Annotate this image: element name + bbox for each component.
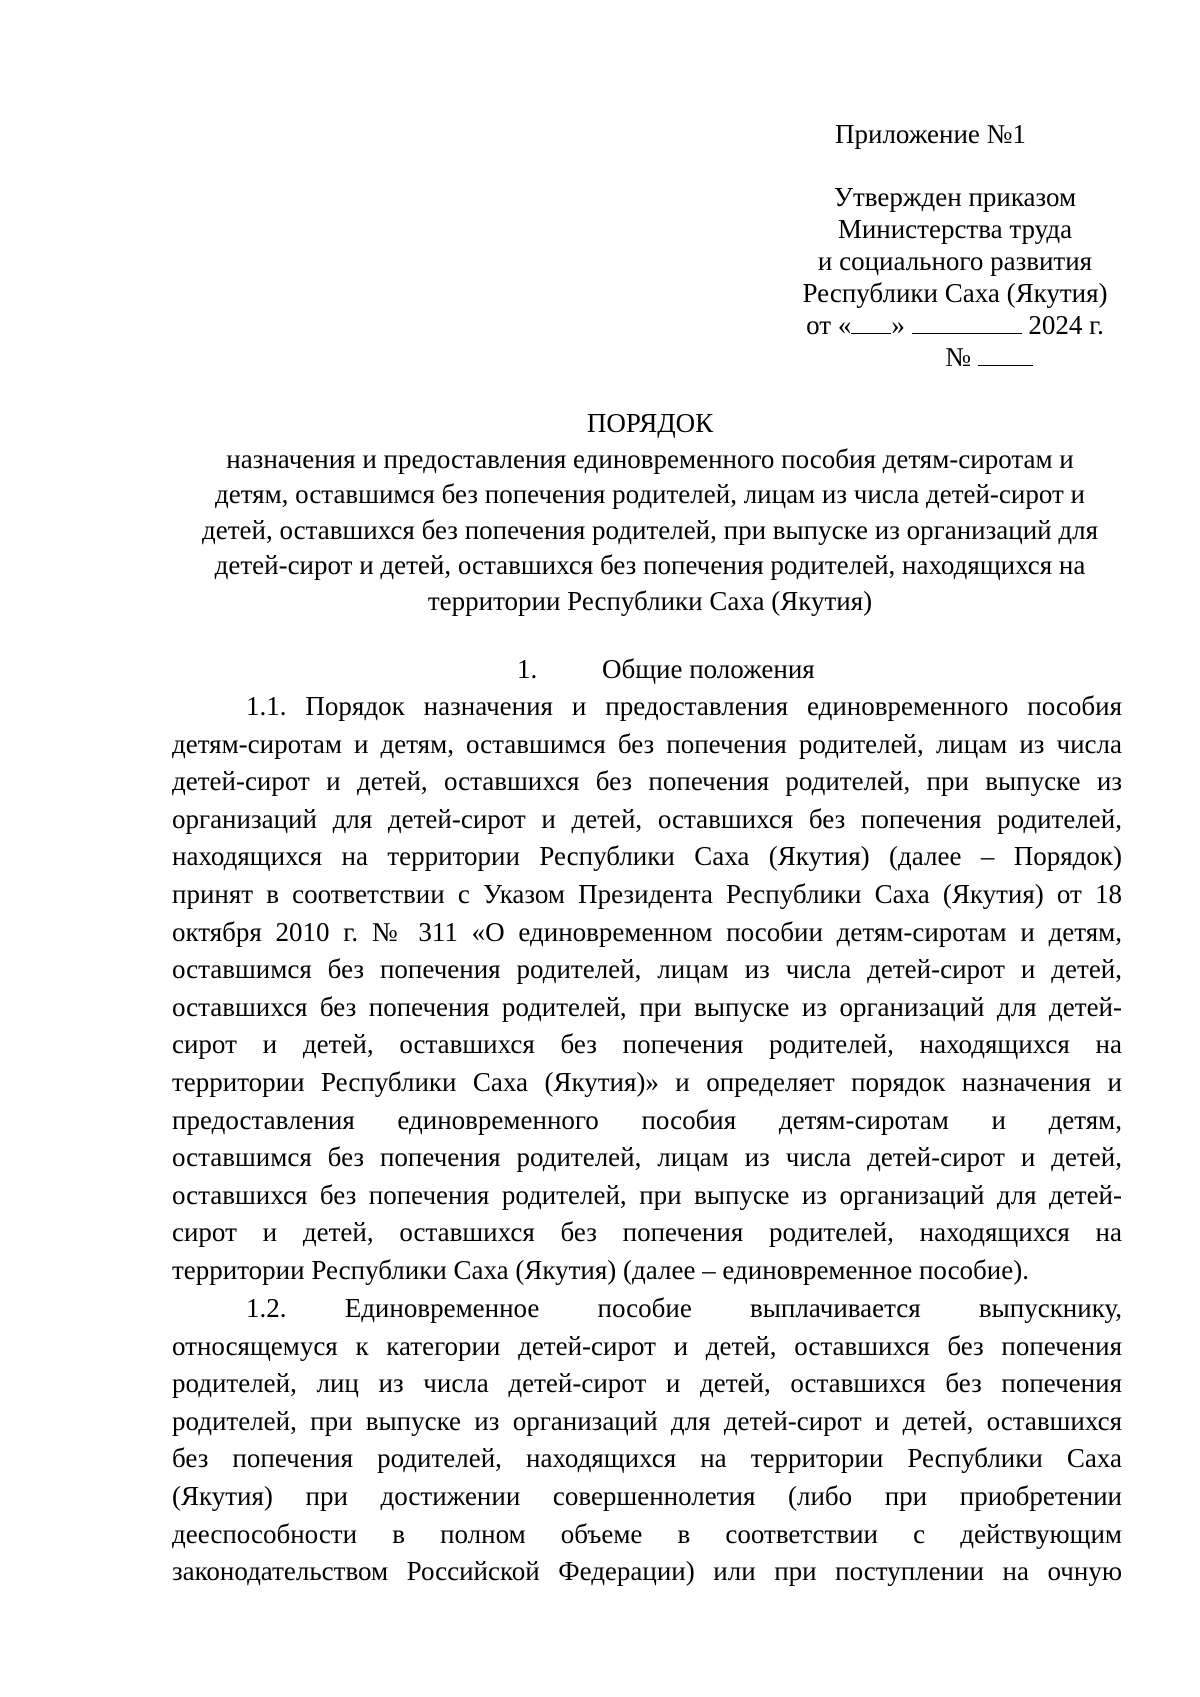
paragraph-line: 1.2. Единовременное пособие выплачивается выпускнику, bbox=[246, 1293, 1122, 1323]
document-title: ПОРЯДОК bbox=[586, 408, 714, 438]
paragraph-line: детям-сиротам и детям, оставшимся без попечения родителей, лицам из числа bbox=[172, 728, 1122, 759]
document-title-block bbox=[150, 406, 1150, 619]
section-number: 1. bbox=[517, 654, 538, 684]
paragraph-line: находящихся на территории Республики Саха (Якутия) (далее – Порядок) bbox=[172, 841, 1122, 872]
title-line: детей-сирот и детей, оставшихся без попечения родителей, находящихся на bbox=[214, 550, 1086, 580]
paragraph-line: сирот и детей, оставшихся без попечения родителей, находящихся на bbox=[172, 1029, 1122, 1060]
paragraph-line: оставшимся без попечения родителей, лицам из числа детей-сирот и детей, bbox=[172, 954, 1122, 985]
paragraph-line: предоставления единовременного пособия детям-сиротам и детям, bbox=[172, 1104, 1122, 1135]
title-line: детям, оставшимся без попечения родителей, лицам из числа детей-сирот и bbox=[214, 479, 1085, 509]
approval-line: Республики Саха (Якутия) bbox=[802, 278, 1108, 308]
paragraph-line: территории Республики Саха (Якутия)» и определяет порядок назначения и bbox=[172, 1066, 1122, 1097]
number-prefix: № bbox=[945, 342, 971, 372]
approval-number-line bbox=[735, 341, 1175, 373]
paragraph-line: относящемуся к категории детей-сирот и детей, оставшихся без попечения bbox=[172, 1330, 1122, 1361]
section-title: Общие положения bbox=[602, 654, 815, 684]
date-mid: » bbox=[891, 310, 905, 340]
appendix-label: Приложение №1 bbox=[835, 119, 1026, 149]
paragraph-line: детей-сирот и детей, оставшихся без попечения родителей, при выпуске из bbox=[172, 766, 1122, 797]
title-line: детей, оставшихся без попечения родителей, при выпуске из организаций для bbox=[202, 514, 1098, 545]
day-blank bbox=[851, 309, 891, 334]
approval-date-line bbox=[735, 309, 1175, 341]
paragraph-line: оставшихся без попечения родителей, при выпуске из организаций для детей- bbox=[172, 991, 1122, 1022]
title-line: территории Республики Саха (Якутия) bbox=[427, 585, 873, 616]
paragraph-1-1 bbox=[172, 688, 1122, 1290]
paragraph-line: 1.1. Порядок назначения и предоставления единовременного пособия bbox=[246, 691, 1122, 721]
paragraph-line: без попечения родителей, находящихся на территории Республики Саха bbox=[172, 1443, 1122, 1474]
paragraph-1-2 bbox=[172, 1290, 1122, 1591]
paragraph-line: оставшимся без попечения родителей, лицам из числа детей-сирот и детей, bbox=[172, 1142, 1122, 1173]
paragraph-line: организаций для детей-сирот и детей, оставшихся без попечения родителей, bbox=[172, 803, 1122, 834]
paragraph-line: октября 2010 г. № 311 «О единовременном пособии детям-сиротам и детям, bbox=[172, 916, 1122, 947]
paragraph-line: дееспособности в полном объеме в соответствии с действующим bbox=[172, 1518, 1122, 1549]
approval-line: и социального развития bbox=[817, 246, 1093, 276]
approval-line: Министерства труда bbox=[837, 214, 1073, 244]
number-blank bbox=[978, 341, 1033, 366]
paragraph-line: территории Республики Саха (Якутия) (далее – единовременное пособие). bbox=[172, 1254, 1029, 1285]
month-blank bbox=[912, 309, 1022, 334]
paragraph-line: родителей, лиц из числа детей-сирот и детей, оставшихся без попечения bbox=[172, 1368, 1122, 1399]
paragraph-line: (Якутия) при достижении совершеннолетия (либо при приобретении bbox=[172, 1480, 1122, 1511]
date-year: 2024 г. bbox=[1028, 310, 1104, 340]
approval-line: Утвержден приказом bbox=[833, 182, 1077, 212]
paragraph-line: родителей, при выпуске из организаций для детей-сирот и детей, оставшихся bbox=[172, 1405, 1122, 1436]
date-prefix: от « bbox=[806, 310, 852, 340]
paragraph-line: законодательством Российской Федерации) или при поступлении на очную bbox=[172, 1556, 1122, 1587]
paragraph-line: оставшихся без попечения родителей, при выпуске из организаций для детей- bbox=[172, 1179, 1122, 1210]
title-line: назначения и предоставления единовременного пособия детям-сиротам и bbox=[226, 443, 1074, 474]
paragraph-line: сирот и детей, оставшихся без попечения родителей, находящихся на bbox=[172, 1217, 1122, 1248]
paragraph-line: принят в соответствии с Указом Президента Республики Саха (Якутия) от 18 bbox=[172, 878, 1122, 909]
approval-block bbox=[735, 181, 1175, 373]
